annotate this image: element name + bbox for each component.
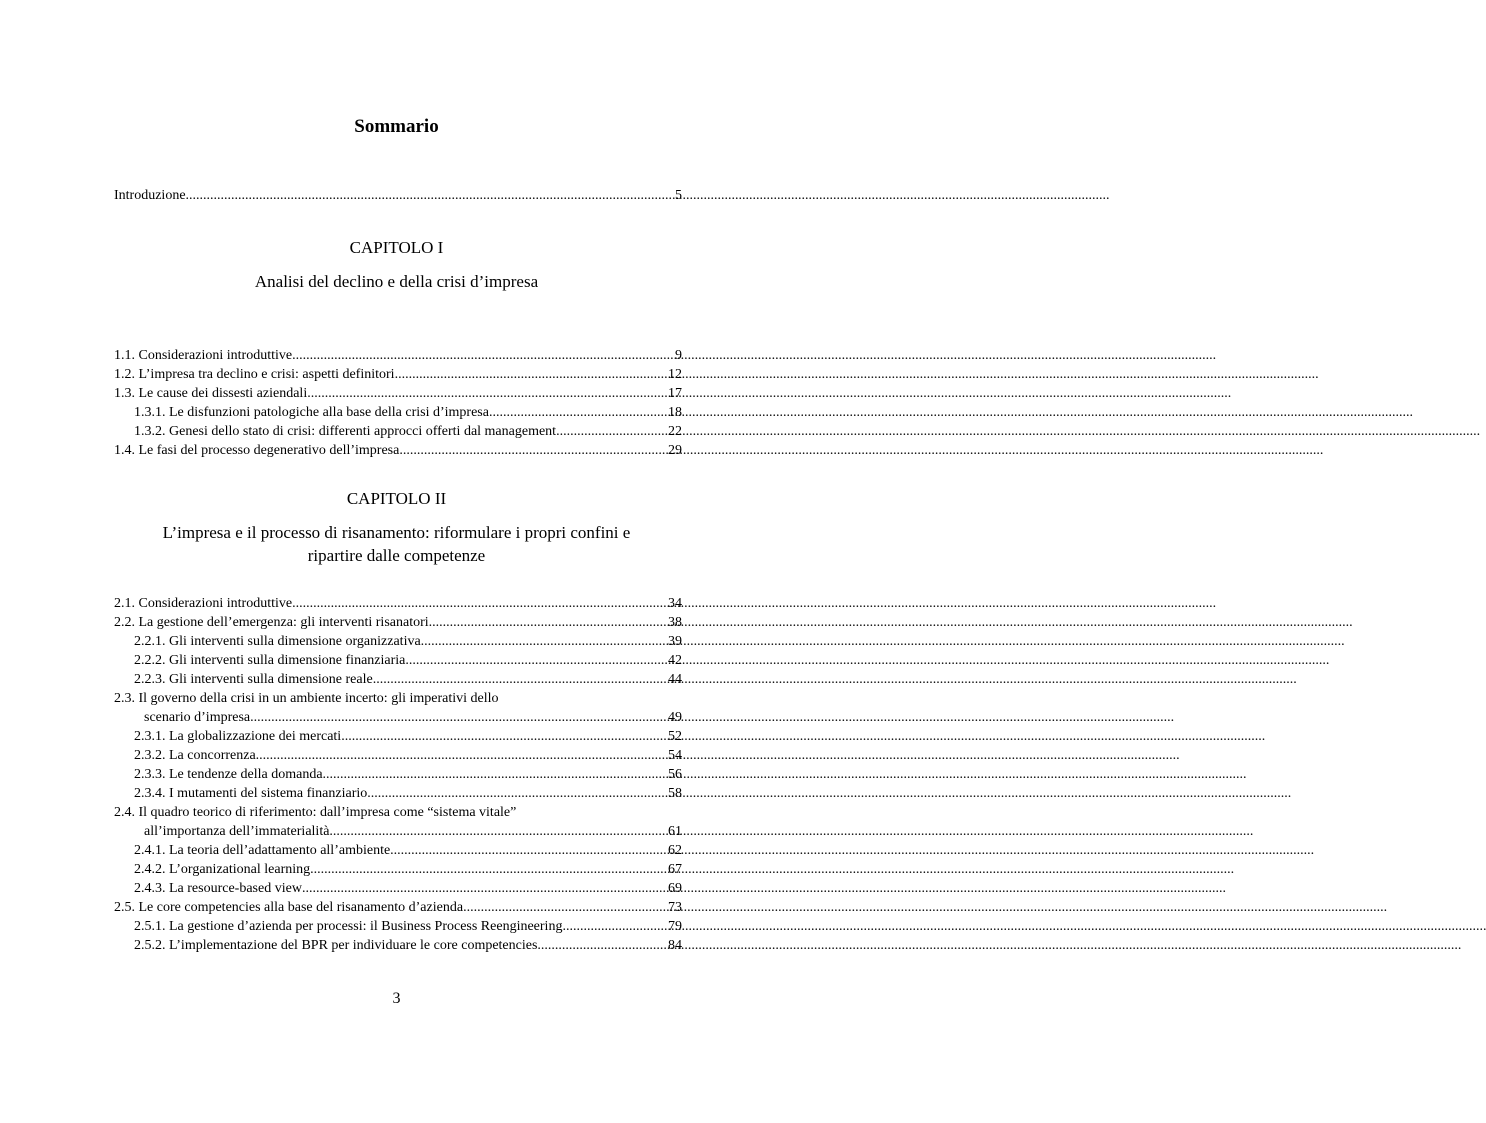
toc-entry-page: 38 bbox=[668, 615, 682, 630]
leader-dots bbox=[292, 594, 668, 613]
leader-dots bbox=[399, 441, 668, 460]
toc-entry-2-3-2[interactable] bbox=[114, 746, 682, 765]
leader-dots bbox=[429, 613, 668, 632]
toc-entry-2-3[interactable] bbox=[114, 708, 682, 727]
toc-entry-2-5[interactable] bbox=[114, 898, 682, 917]
toc-entry-page: 17 bbox=[668, 386, 682, 401]
toc-entry-text: 1.3.1. Le disfunzioni patologiche alla base della crisi d’impresa bbox=[134, 405, 489, 420]
toc-entry-text: 2.5.1. La gestione d’azienda per processi: il Business Process Reengineering bbox=[134, 919, 563, 934]
leader-dots bbox=[323, 765, 668, 784]
chapter-2-title-line-2: ripartire dalle competenze bbox=[307, 546, 486, 565]
leader-dots bbox=[373, 670, 668, 689]
page-number: 3 bbox=[392, 990, 401, 1007]
toc-entry-text: 2.3.1. La globalizzazione dei mercati bbox=[134, 729, 342, 744]
toc-entry-page: 9 bbox=[675, 348, 682, 363]
toc-entry-page: 29 bbox=[668, 443, 682, 458]
toc-entry-2-3-1[interactable] bbox=[114, 727, 682, 746]
toc-entry-2-2[interactable] bbox=[114, 613, 682, 632]
leader-dots bbox=[186, 186, 675, 205]
leader-dots bbox=[390, 841, 668, 860]
leader-dots bbox=[256, 746, 668, 765]
toc-entry-1-1[interactable] bbox=[114, 346, 682, 365]
leader-dots bbox=[421, 632, 668, 651]
toc-entry-2-2-1[interactable] bbox=[114, 632, 682, 651]
chapter-2-title-line-1: L’impresa e il processo di risanamento: riformulare i propri confini e bbox=[162, 523, 631, 542]
toc-entry-page: 56 bbox=[668, 767, 682, 782]
chapter-1-toc bbox=[114, 346, 682, 460]
leader-dots bbox=[341, 727, 668, 746]
toc-entry-2-5-1[interactable] bbox=[114, 917, 682, 936]
toc-entry-text: 2.4. Il quadro teorico di riferimento: dall’impresa come “sistema vitale” bbox=[114, 805, 517, 820]
toc-entry-page: 34 bbox=[668, 596, 682, 611]
toc-entry-text: 1.1. Considerazioni introduttive bbox=[114, 348, 293, 363]
toc-entry-page: 49 bbox=[668, 710, 682, 725]
toc-entry-text: 2.3. Il governo della crisi in un ambiente incerto: gli imperativi dello bbox=[114, 691, 499, 706]
leader-dots bbox=[395, 365, 668, 384]
toc-entry-text: 2.2.3. Gli interventi sulla dimensione reale bbox=[134, 672, 373, 687]
leader-dots bbox=[302, 879, 668, 898]
toc-entry-text: all’importanza dell’immaterialità bbox=[144, 824, 330, 839]
toc-entry-introduzione[interactable] bbox=[114, 186, 682, 205]
leader-dots bbox=[537, 936, 668, 955]
leader-dots bbox=[329, 822, 668, 841]
toc-entry-page: 44 bbox=[668, 672, 682, 687]
toc-entry-page: 5 bbox=[675, 188, 682, 203]
toc-entry-page: 54 bbox=[668, 748, 682, 763]
toc-entry-text: Introduzione bbox=[114, 188, 186, 203]
leader-dots bbox=[367, 784, 668, 803]
toc-entry-2-1[interactable] bbox=[114, 594, 682, 613]
toc-entry-2-3-heading[interactable] bbox=[114, 689, 682, 708]
toc-entry-text: 1.2. L’impresa tra declino e crisi: aspetti definitori bbox=[114, 367, 395, 382]
toc-entry-text: 2.4.2. L’organizational learning bbox=[134, 862, 311, 877]
toc-entry-page: 67 bbox=[668, 862, 682, 877]
leader-dots bbox=[250, 708, 668, 727]
toc-entry-2-4-1[interactable] bbox=[114, 841, 682, 860]
toc-entry-page: 69 bbox=[668, 881, 682, 896]
toc-entry-2-3-3[interactable] bbox=[114, 765, 682, 784]
toc-entry-2-2-3[interactable] bbox=[114, 670, 682, 689]
toc-entry-text: 1.4. Le fasi del processo degenerativo dell’impresa bbox=[114, 443, 400, 458]
leader-dots bbox=[405, 651, 668, 670]
toc-entry-1-3[interactable] bbox=[114, 384, 682, 403]
toc-entry-text: 2.5.2. L’implementazione del BPR per individuare le core competencies bbox=[134, 938, 538, 953]
toc-entry-page: 79 bbox=[668, 919, 682, 934]
toc-entry-1-3-2[interactable] bbox=[114, 422, 682, 441]
toc-entry-page: 58 bbox=[668, 786, 682, 801]
toc-entry-2-3-4[interactable] bbox=[114, 784, 682, 803]
toc-entry-2-4-heading[interactable] bbox=[114, 803, 682, 822]
leader-dots bbox=[562, 917, 668, 936]
chapter-2-toc bbox=[114, 594, 682, 955]
leader-dots bbox=[292, 346, 675, 365]
toc-entry-text: 1.3.2. Genesi dello stato di crisi: differenti approcci offerti dal management bbox=[134, 424, 557, 439]
intro-list bbox=[114, 186, 682, 205]
toc-entry-text: 2.2.1. Gli interventi sulla dimensione organizzativa bbox=[134, 634, 421, 649]
leader-dots bbox=[489, 403, 668, 422]
toc-entry-text: 2.2. La gestione dell’emergenza: gli interventi risanatori bbox=[114, 615, 429, 630]
toc-entry-page: 61 bbox=[668, 824, 682, 839]
toc-entry-2-4-2[interactable] bbox=[114, 860, 682, 879]
toc-entry-text: scenario d’impresa bbox=[144, 710, 251, 725]
toc-entry-2-4-3[interactable] bbox=[114, 879, 682, 898]
toc-entry-2-5-2[interactable] bbox=[114, 936, 682, 955]
toc-entry-text: 2.3.2. La concorrenza bbox=[134, 748, 256, 763]
leader-dots bbox=[556, 422, 668, 441]
page-title: Sommario bbox=[354, 116, 439, 137]
toc-entry-page: 12 bbox=[668, 367, 682, 382]
toc-entry-page: 73 bbox=[668, 900, 682, 915]
toc-entry-1-2[interactable] bbox=[114, 365, 682, 384]
toc-entry-page: 39 bbox=[668, 634, 682, 649]
toc-entry-1-3-1[interactable] bbox=[114, 403, 682, 422]
toc-entry-page: 22 bbox=[668, 424, 682, 439]
toc-entry-text: 1.3. Le cause dei dissesti aziendali bbox=[114, 386, 308, 401]
chapter-1-title: Analisi del declino e della crisi d’impresa bbox=[254, 272, 539, 291]
leader-dots bbox=[307, 384, 668, 403]
toc-entry-2-4[interactable] bbox=[114, 822, 682, 841]
leader-dots bbox=[310, 860, 668, 879]
toc-entry-page: 84 bbox=[668, 938, 682, 953]
toc-entry-page: 52 bbox=[668, 729, 682, 744]
toc-entry-text: 2.2.2. Gli interventi sulla dimensione finanziaria bbox=[134, 653, 406, 668]
toc-entry-text: 2.4.3. La resource-based view bbox=[134, 881, 302, 896]
toc-entry-text: 2.1. Considerazioni introduttive bbox=[114, 596, 293, 611]
leader-dots bbox=[463, 898, 668, 917]
chapter-2-label: CAPITOLO II bbox=[346, 489, 447, 508]
toc-entry-text: 2.4.1. La teoria dell’adattamento all’ambiente bbox=[134, 843, 391, 858]
toc-entry-page: 42 bbox=[668, 653, 682, 668]
toc-entry-text: 2.5. Le core competencies alla base del risanamento d’azienda bbox=[114, 900, 464, 915]
toc-entry-2-2-2[interactable] bbox=[114, 651, 682, 670]
toc-entry-text: 2.3.4. I mutamenti del sistema finanziario bbox=[134, 786, 368, 801]
toc-entry-page: 18 bbox=[668, 405, 682, 420]
toc-entry-text: 2.3.3. Le tendenze della domanda bbox=[134, 767, 323, 782]
toc-entry-1-4[interactable] bbox=[114, 441, 682, 460]
toc-entry-page: 62 bbox=[668, 843, 682, 858]
chapter-1-label: CAPITOLO I bbox=[349, 238, 444, 257]
